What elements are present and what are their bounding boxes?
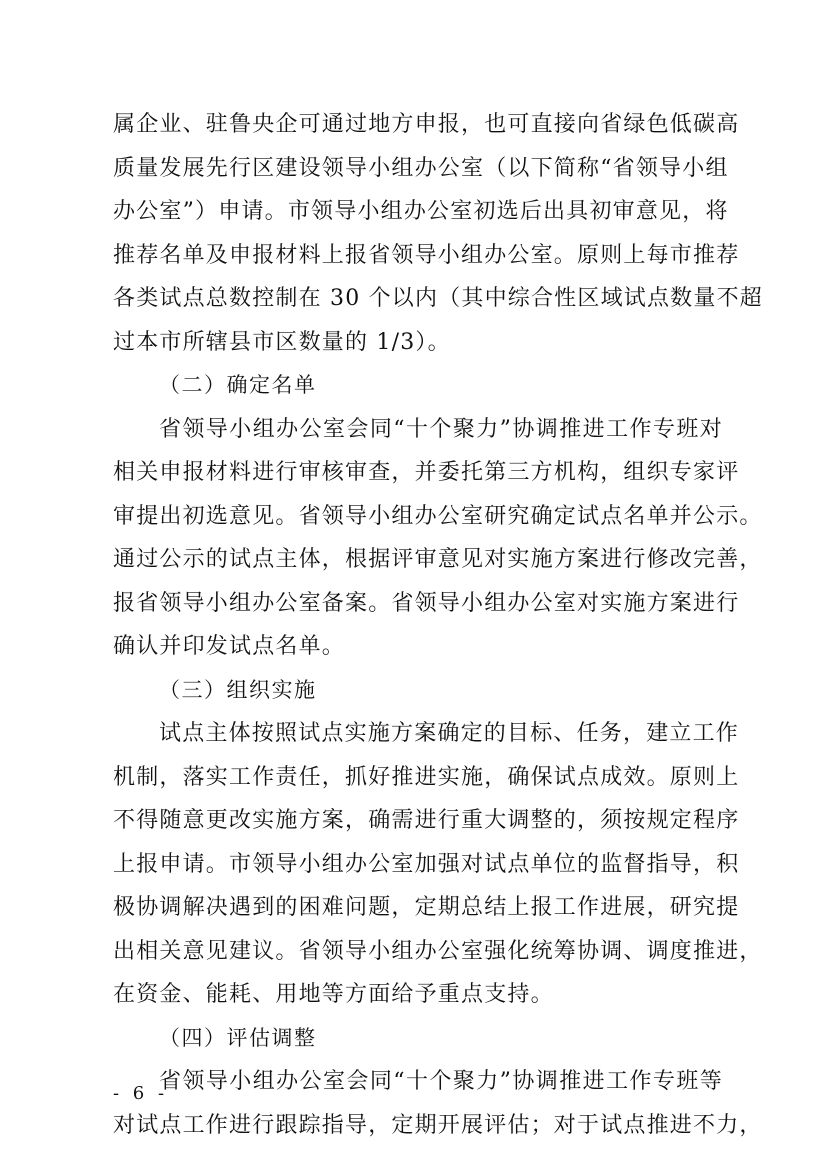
text-line: 省领导小组办公室会同“十个聚力”协调推进工作专班等 [159, 1069, 723, 1094]
document-body [113, 103, 763, 1147]
text-line: 极协调解决遇到的困难问题，定期总结上报工作进展，研究提 [113, 895, 740, 920]
section-heading: （四）评估调整 [159, 1025, 317, 1050]
text-line: 机制，落实工作责任，抓好推进实施，确保试点成效。原则上 [113, 764, 740, 790]
text-line: 通过公示的试点主体，根据评审意见对实施方案进行修改完善， [113, 547, 763, 572]
text-line: 报省领导小组办公室备案。省领导小组办公室对实施方案进行 [113, 590, 740, 616]
text-line: 试点主体按照试点实施方案确定的目标、任务，建立工作 [159, 721, 740, 746]
text-line: 相关申报材料进行审核审查，并委托第三方机构，组织专家评 [113, 460, 740, 485]
text-line: 办公室”）申请。市领导小组办公室初选后出具初审意见，将 [113, 199, 729, 224]
text-line: 属企业、驻鲁央企可通过地方申报，也可直接向省绿色低碳高 [113, 112, 740, 137]
text-line: 出相关意见建议。省领导小组办公室强化统筹协调、调度推进， [113, 938, 763, 964]
text-line: 在资金、能耗、用地等方面给予重点支持。 [113, 982, 554, 1007]
section-heading: （三）组织实施 [159, 677, 317, 702]
text-line: 各类试点总数控制在 30 个以内（其中综合性区域试点数量不超 [113, 286, 763, 311]
text-line: 不得随意更改实施方案，确需进行重大调整的，须按规定程序 [113, 808, 740, 833]
section-heading: （二）确定名单 [159, 373, 317, 397]
text-line: 确认并印发试点名单。 [113, 634, 346, 659]
text-line: 省领导小组办公室会同“十个聚力”协调推进工作专班对 [159, 416, 723, 442]
text-line: 推荐名单及申报材料上报省领导小组办公室。原则上每市推荐 [113, 242, 740, 268]
text-line: 对试点工作进行跟踪指导，定期开展评估；对于试点推进不力， [113, 1112, 763, 1138]
text-line: 过本市所辖县市区数量的 1/3）。 [113, 329, 451, 355]
page-number: - 6 - [113, 1083, 169, 1104]
text-line: 审提出初选意见。省领导小组办公室研究确定试点名单并公示。 [113, 503, 763, 529]
text-line: 上报申请。市领导小组办公室加强对试点单位的监督指导，积 [113, 851, 740, 877]
text-line: 质量发展先行区建设领导小组办公室（以下简称“省领导小组 [113, 155, 729, 181]
